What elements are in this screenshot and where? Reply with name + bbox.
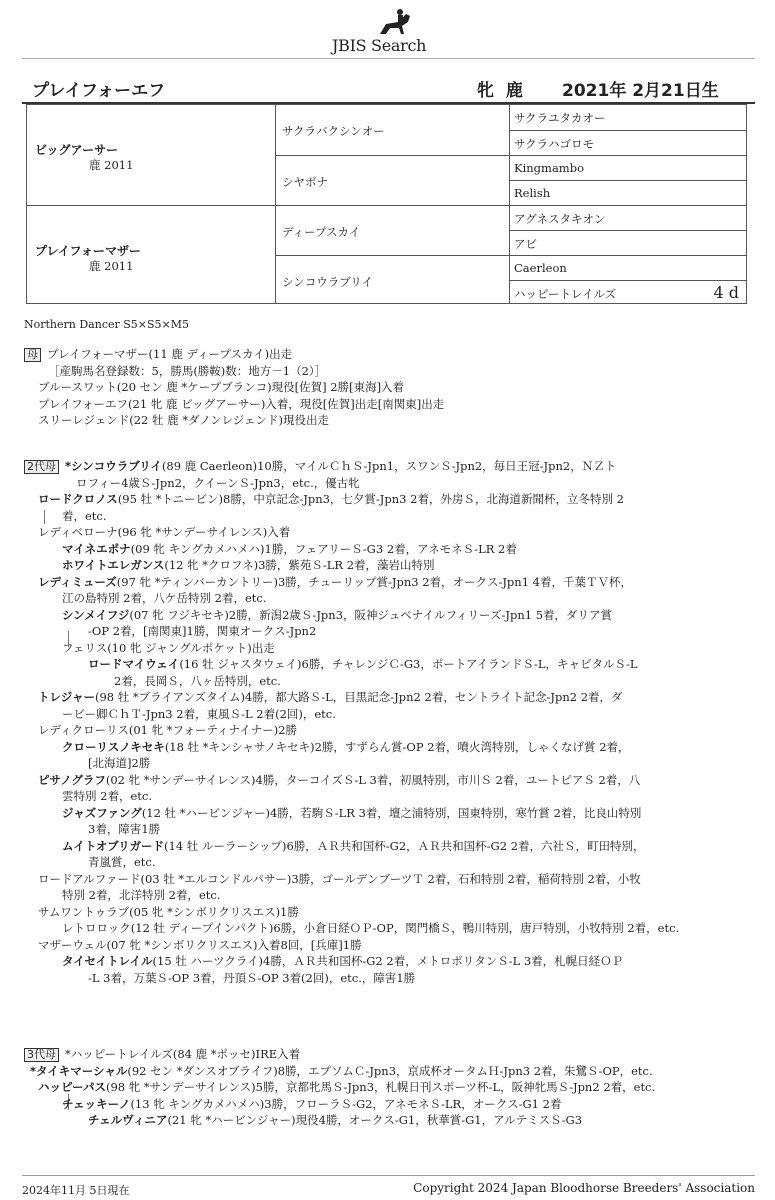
pedigree-gen3-cell[interactable]	[509, 130, 747, 155]
family-line	[24, 706, 754, 723]
family-line-text: (09 牝 キングカメハメハ)1勝，フェアリーＳ-G3 2着，アネモネＳ-LR 2着	[130, 541, 517, 556]
family-line-text: 雲特別 2着，etc.	[62, 789, 152, 803]
family-line-text: *ハッピートレイルズ(84 鹿 *ポッセ)IRE入着	[65, 1047, 301, 1061]
family-line-text: 特別 2着，北洋特別 2着，etc.	[62, 888, 221, 902]
gen3-name: サクラハゴロモ	[514, 137, 595, 151]
family-line	[24, 838, 754, 855]
horse-birth-date: 2021年 2月21日生	[562, 81, 719, 101]
family-line-text: 江の島特別 2着，八ケ岳特別 2着，etc.	[62, 591, 267, 605]
family-line	[24, 953, 754, 970]
pedigree-gen3-cell[interactable]	[509, 105, 747, 130]
footer-divider	[22, 1175, 755, 1176]
horse-sex-color: 牝 鹿	[477, 81, 526, 101]
dam-section	[24, 346, 754, 429]
horse-name-bold[interactable]: ジャズファング	[62, 805, 142, 820]
family-line	[24, 524, 754, 541]
family-line-text: マザーウェル(07 牝 *シンボリクリスエス)入着8回，[兵庫]1勝	[38, 937, 362, 952]
horse-name-bold[interactable]: トレジャー	[38, 690, 95, 704]
horse-name-bold[interactable]: マイネエポナ	[62, 541, 131, 556]
dam-name[interactable]: プレイフォーマザー	[35, 244, 141, 258]
family-line	[24, 475, 754, 492]
horse-name-bold[interactable]: タイセイトレイル	[62, 954, 153, 968]
horse-name-bold[interactable]: ロードマイウェイ	[88, 657, 180, 671]
jbis-logo[interactable]	[332, 6, 462, 56]
family-line	[24, 970, 754, 987]
gen3-name: Kingmambo	[514, 161, 584, 175]
family-line-text: (89 鹿 Caerleon)10勝，マイルＣｈＳ-Jpn1，スワンＳ-Jpn2，毎日王冠-Jpn2，ＮＺト	[161, 459, 617, 473]
family-line-text: レトロロック(12 牡 ディープインパクト)6勝，小倉日経ＯＰ-OP，関門橋Ｓ，鴨川特別，唐戸特別，小牧特別 2着，etc.	[62, 921, 680, 935]
family-line	[24, 508, 754, 525]
pedigree-gen3-cell[interactable]	[509, 255, 747, 280]
family-line-text: (18 牡 *キンシャサノキセキ)2勝，すずらん賞-OP 2着，噴火湾特別，しゃくなげ賞 2着，	[164, 739, 630, 754]
family-line	[24, 920, 754, 937]
gen3-name: アビ	[514, 237, 537, 251]
horse-name-bold[interactable]: クローリスノキセキ	[62, 739, 165, 754]
dam-line	[24, 363, 754, 380]
family-line	[24, 656, 754, 673]
horse-rider-icon	[376, 6, 416, 38]
family-line	[24, 1112, 754, 1129]
family-line	[24, 590, 754, 607]
family-line	[24, 623, 754, 640]
horse-name-bold[interactable]: レディミューズ	[38, 574, 117, 589]
gen3-name: Relish	[514, 186, 551, 200]
logo-text: JBIS Search	[332, 36, 427, 55]
family-line	[24, 805, 754, 822]
gen2-name: シンコウラブリイ	[282, 275, 373, 289]
family-line	[24, 557, 754, 574]
family-line	[24, 871, 754, 888]
pedigree-gen3-cell[interactable]	[509, 205, 747, 230]
dam-line-text: ［産駒馬名登録数：5，勝馬(勝鞍)数：地方－1（2）］	[48, 363, 327, 378]
horse-name-bold[interactable]: シンメイフジ	[62, 607, 130, 622]
pedigree-table	[26, 104, 747, 304]
section-tag: 3代母	[24, 1048, 59, 1062]
gen2-name: シヤボナ	[282, 175, 328, 189]
family-line	[24, 458, 754, 475]
family-line	[24, 607, 754, 624]
horse-name-bold[interactable]: *タイキマーシャル	[30, 1063, 128, 1078]
family-line-text: -L 3着，万葉Ｓ-OP 3着，丹頂Ｓ-OP 3着(2回)，etc.，障害1勝	[88, 970, 416, 985]
dam-line-text: スリーレジェンド(22 牡 鹿 *ダノンレジェンド)現役出走	[38, 413, 329, 427]
inbreeding-note: Northern Dancer S5×S5×M5	[24, 318, 190, 331]
family-line-text: (07 牝 フジキセキ)2勝，新潟2歳Ｓ-Jpn3，阪神ジュベナイルフィリーズ-Jpn1 5着，ダリア賞	[129, 607, 613, 622]
family-line	[24, 854, 754, 871]
family-line-text: 2着，長岡Ｓ，八ヶ岳特別，etc.	[114, 673, 281, 688]
dam-info: 鹿 2011	[89, 259, 134, 273]
title-bar	[22, 76, 755, 104]
pedigree-sire-cell[interactable]	[27, 105, 275, 205]
family-line-text: (14 牡 ルーラーシップ)6勝，ＡＲ共和国杯-G2，ＡＲ共和国杯-G2 2着，六社Ｓ，町田特別，	[164, 838, 645, 853]
family-line-text: ービー卿ＣｈＴ-Jpn3 2着，東風Ｓ-L 2着(2回)，etc.	[62, 706, 336, 721]
family-line	[24, 937, 754, 954]
family-line-text: -OP 2着，[南関東]1勝，関東オークス-Jpn2	[88, 624, 317, 638]
family-line-text: フェリス(10 牝 ジャングルポケット)出走	[62, 640, 275, 655]
footer-copyright: Copyright 2024 Japan Bloodhorse Breeders' Association	[413, 1181, 755, 1195]
sire-name[interactable]: ビッグアーサー	[35, 143, 119, 157]
family-line	[24, 904, 754, 921]
gen3-name: ハッピートレイルズ	[514, 287, 617, 301]
family-line	[24, 1096, 754, 1113]
header-divider	[22, 58, 755, 59]
family-line-text: (98 牝 *サンデーサイレンス)5勝，京都牝馬Ｓ-Jpn3，札幌日刊スポーツ杯-L，阪神牝馬Ｓ-Jpn2 2着，etc.	[105, 1080, 656, 1094]
family-line-text: (95 牡 *トニービン)8勝，中京記念-Jpn3，七夕賞-Jpn3 2着，外房Ｓ，北海道新聞杯，立冬特別 2	[117, 492, 624, 506]
second-dam-section	[24, 458, 754, 986]
section-tag: 母	[24, 348, 41, 362]
dam-line	[24, 379, 754, 396]
family-line-text: 青嵐賞，etc.	[88, 855, 156, 869]
family-line	[24, 1079, 754, 1096]
horse-name-bold[interactable]: ムイトオブリガード	[62, 838, 165, 853]
family-line-text: 3着，障害1勝	[88, 822, 161, 836]
horse-name-bold[interactable]: ホワイトエレガンス	[62, 558, 165, 572]
family-line-text: [北海道]2勝	[88, 756, 151, 770]
family-line	[24, 887, 754, 904]
dam-line-text: プレイフォーエフ(21 牝 鹿 ビッグアーサー)入着，現役[佐賀]出走[南関東]出走	[38, 396, 445, 411]
pedigree-gen3-cell[interactable]	[509, 155, 747, 180]
family-line	[24, 673, 754, 690]
family-line-text: レディベローナ(96 牝 *サンデーサイレンス)入着	[38, 525, 291, 539]
family-line	[24, 739, 754, 756]
horse-name-bold[interactable]: ピサノグラフ	[38, 772, 106, 787]
gen3-name: アグネスタキオン	[514, 212, 606, 226]
family-line-text: サムワントゥラブ(05 牝 *シンボリクリスエス)1勝	[38, 904, 299, 919]
family-line-text: ロードアルファード(03 牡 *エルコンドルパサー)3勝，ゴールデンブーツＴ 2着，石和特別 2着，稲荷特別 2着，小牧	[38, 871, 641, 886]
family-line-text: (92 セン *ダンスオブライフ)8勝，エプソムＣ-Jpn3，京成杯オータムＨ-Jpn3 2着，朱鷺Ｓ-OP，etc.	[127, 1063, 653, 1078]
pedigree-dam-cell[interactable]	[27, 205, 275, 304]
family-line	[24, 821, 754, 838]
family-line	[24, 491, 754, 508]
footer-date: 2024年11月 5日現在	[22, 1184, 130, 1197]
family-line	[24, 788, 754, 805]
family-line	[24, 640, 754, 657]
horse-name-bold[interactable]: ハッピーパス	[38, 1080, 106, 1094]
pedigree-gen2-cell[interactable]	[275, 255, 509, 304]
pedigree-gen2-cell[interactable]	[275, 205, 509, 255]
gen3-name: Caerleon	[514, 261, 567, 275]
dosage-mark: 4 d	[713, 283, 739, 302]
pedigree-gen2-cell[interactable]	[275, 105, 509, 155]
section-tag: 2代母	[24, 460, 59, 474]
family-line-text: (13 牝 キングカメハメハ)3勝，フローラＳ-G2，アネモネＳ-LR，オークス-G1 2着	[130, 1096, 562, 1111]
horse-name: プレイフォーエフ	[32, 81, 166, 101]
gen3-name: サクラユタカオー	[514, 111, 606, 125]
family-line	[24, 755, 754, 772]
horse-name-bold[interactable]: ロードクロノス	[38, 492, 118, 506]
sire-info: 鹿 2011	[89, 158, 134, 172]
family-line-text: (97 牝 *ティンバーカントリー)3勝，チューリップ賞-Jpn3 2着，オークス-Jpn1 4着，千葉ＴＶ杯，	[116, 574, 632, 589]
family-line-text: (16 牡 ジャスタウェイ)6勝，チャレンジＣ-G3，ポートアイランドＳ-L，キャピタルＳ-L	[179, 657, 638, 671]
family-line-text: レディクローリス(01 牝 *フォーティナイナー)2勝	[38, 723, 298, 737]
family-line	[24, 541, 754, 558]
family-line	[24, 772, 754, 789]
family-line-text: 着，etc.	[62, 508, 107, 523]
gen2-name: サクラバクシンオー	[282, 124, 385, 138]
horse-name-bold[interactable]: チェルヴィニア	[88, 1113, 168, 1127]
family-line	[24, 574, 754, 591]
dam-line-text: ブルースワット(20 セン 鹿 *ケープブランコ)現役[佐賀] 2勝[東海]入着	[38, 380, 405, 394]
family-line-text: ロフィー4歳Ｓ-Jpn2，クイーンＳ-Jpn3，etc.，優古牝	[76, 475, 360, 490]
dam-line	[24, 396, 754, 413]
gen2-name: ディープスカイ	[282, 225, 361, 239]
horse-name-bold[interactable]: チェッキーノ	[62, 1096, 131, 1111]
family-line	[24, 722, 754, 739]
family-line-text: (98 牡 *ブライアンズタイム)4勝，都大路Ｓ-L，目黒記念-Jpn2 2着，セントライト記念-Jpn2 2着，ダ	[94, 690, 623, 704]
dam-line	[24, 412, 754, 429]
pedigree-gen3-cell[interactable]	[509, 280, 747, 304]
pedigree-gen3-cell[interactable]	[509, 180, 747, 205]
pedigree-gen2-cell[interactable]	[275, 155, 509, 205]
dam-line	[24, 346, 754, 363]
dam-line-text: プレイフォーマザー(11 鹿 ディープスカイ)出走	[47, 347, 293, 361]
family-line	[24, 1046, 754, 1063]
family-line-text: (15 牡 ハーツクライ)4勝，ＡＲ共和国杯-G2 2着，メトロポリタンＳ-L 3着，札幌日経ＯＰ	[152, 954, 624, 968]
family-line-text: (21 牝 *ハービンジャー)現役4勝，オークス-G1，秋華賞-G1，アルテミスＳ-G3	[167, 1113, 583, 1127]
family-line-text: (12 牡 *ハービンジャー)4勝，若駒Ｓ-LR 3着，壇之浦特別，国東特別，寒竹賞 2着，比良山特別	[141, 805, 642, 820]
family-line	[24, 1063, 754, 1080]
horse-name-bold[interactable]: *シンコウラブリイ	[65, 459, 162, 473]
family-line	[24, 689, 754, 706]
family-line-text: (12 牝 *クロフネ)3勝，紫苑Ｓ-LR 2着，藻岩山特別	[164, 558, 435, 572]
pedigree-gen3-cell[interactable]	[509, 230, 747, 255]
family-line-text: (02 牝 *サンデーサイレンス)4勝，ターコイズＳ-L 3着，初風特別，市川Ｓ 2着，ユートピアＳ 2着，八	[105, 772, 641, 787]
third-dam-section	[24, 1046, 754, 1129]
